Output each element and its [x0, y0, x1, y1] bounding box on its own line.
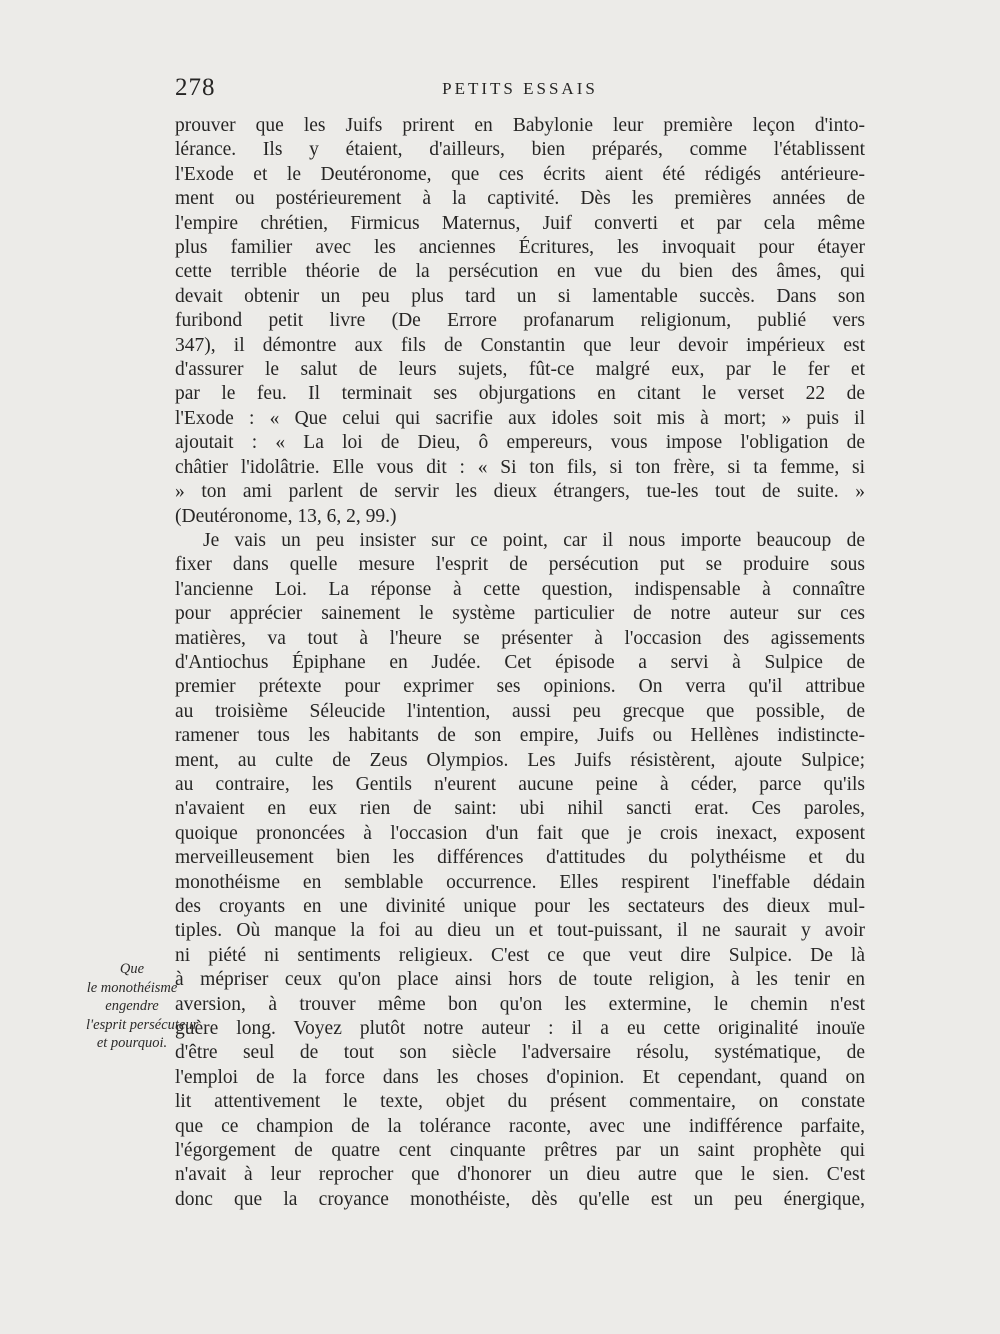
margin-note-line: engendre — [105, 998, 159, 1014]
text-line: aversion, à trouver même bon qu'on les extermine, le chemin n'est — [175, 993, 865, 1015]
text-line: par le feu. Il terminait ses objurgations en citant le verset 22 de — [175, 383, 865, 405]
margin-note-line: l'esprit persécuteur — [86, 1016, 199, 1033]
paragraph-1 — [175, 114, 865, 529]
text-line: lérance. Ils y étaient, d'ailleurs, bien préparés, comme l'établissent — [175, 139, 865, 161]
text-line: d'Antiochus Épiphane en Judée. Cet épisode a servi à Sulpice de — [175, 651, 865, 673]
text-line: d'être seul de tout son siècle l'adversaire résolu, systématique, de — [175, 1042, 865, 1064]
text-line: ajoutait : « La loi de Dieu, ô empereurs, vous impose l'obligation de — [175, 432, 865, 454]
text-line: (Deutéronome, 13, 6, 2, 99.) — [175, 505, 397, 527]
margin-note — [86, 960, 199, 1053]
text-line: devait obtenir un peu plus tard un si lamentable succès. Dans son — [175, 285, 865, 307]
text-line: 347), il démontre aux fils de Constantin que leur devoir impérieux est — [175, 334, 865, 356]
page-number: 278 — [175, 74, 216, 101]
text-line: au troisième Séleucide l'intention, aussi peu grecque que possible, de — [175, 700, 865, 722]
text-line: lit attentivement le texte, objet du présent commentaire, on constate — [175, 1091, 865, 1113]
text-line: l'empire chrétien, Firmicus Maternus, Juif converti et par cela même — [175, 212, 865, 234]
text-line: l'Exode : « Que celui qui sacrifie aux idoles soit mis à mort; » puis il — [175, 407, 865, 429]
text-line: d'assurer le salut de leurs sujets, fût-ce malgré eux, par le fer et — [175, 359, 865, 381]
text-line: merveilleusement bien les différences d'attitudes du polythéisme et du — [175, 847, 865, 869]
text-line: furibond petit livre (De Errore profanarum religionum, publié vers — [175, 310, 865, 332]
text-line: l'ancienne Loi. La réponse à cette question, indispensable à connaître — [175, 578, 865, 600]
text-line: au contraire, les Gentils n'eurent aucune peine à céder, parce qu'ils — [175, 773, 865, 795]
text-line: Je vais un peu insister sur ce point, car il nous importe beaucoup de — [203, 529, 865, 551]
text-line: ni piété ni sentiments religieux. C'est ce que veut dire Sulpice. De là — [175, 944, 865, 966]
text-line: l'égorgement de quatre cent cinquante prêtres par un saint prophète qui — [175, 1140, 865, 1162]
text-line: quoique prononcées à l'occasion d'un fait que je crois inexact, exposent — [175, 822, 865, 844]
text-line: l'Exode et le Deutéronome, que ces écrits aient été rédigés antérieure- — [175, 163, 865, 185]
text-line: n'avaient en eux rien de saint: ubi nihil sancti erat. Ces paroles, — [175, 798, 865, 820]
text-line: cette terrible théorie de la persécution en vue du bien des âmes, qui — [175, 261, 865, 283]
text-line: ment, au culte de Zeus Olympios. Les Juifs résistèrent, ajoute Sulpice; — [175, 749, 865, 771]
text-line: fixer dans quelle mesure l'esprit de persécution put se produire sous — [175, 554, 865, 576]
text-line: ment ou postérieurement à la captivité. Dès les premières années de — [175, 188, 865, 210]
running-title: PETITS ESSAIS — [442, 79, 598, 98]
text-line: pour apprécier sainement le système particulier de notre auteur sur ces — [175, 603, 865, 625]
margin-note-line: et pourquoi. — [96, 1035, 168, 1051]
text-line: monothéisme en semblable occurrence. Elles respirent l'ineffable dédain — [175, 871, 865, 893]
text-line: à mépriser ceux qu'on place ainsi hors de toute religion, à les tenir en — [175, 969, 865, 991]
running-head — [175, 74, 865, 104]
text-line: matières, va tout à l'heure se présenter à l'occasion des agissements — [175, 627, 865, 649]
text-line: des croyants en une divinité unique pour les sectateurs des dieux mul- — [175, 896, 865, 917]
text-line: donc que la croyance monothéiste, dès qu'elle est un peu énergique, — [175, 1188, 865, 1210]
text-line: ramener tous les habitants de son empire, Juifs ou Hellènes indistincte- — [175, 725, 865, 747]
text-line: prouver que les Juifs prirent en Babylonie leur première leçon d'into- — [175, 115, 865, 136]
text-line: tiples. Où manque la foi au dieu un et tout-puissant, il ne saurait y avoir — [175, 920, 865, 942]
text-line: n'avait à leur reprocher que d'honorer un dieu autre que le sien. C'est — [175, 1164, 865, 1186]
body-text — [175, 114, 865, 1212]
text-line: » ton ami parlent de servir les dieux étrangers, tue-les tout de suite. » — [175, 481, 865, 503]
text-line: que ce champion de la tolérance raconte, avec une indifférence parfaite, — [175, 1115, 865, 1137]
text-line: châtier l'idolâtrie. Elle vous dit : « Si ton fils, si ton frère, si ta femme, si — [175, 456, 865, 478]
text-line: premier prétexte pour exprimer ses opinions. On verra qu'il attribue — [175, 676, 865, 698]
text-line: guère long. Voyez plutôt notre auteur : il a eu cette originalité inouïe — [175, 1018, 865, 1040]
paragraph-2 — [175, 529, 865, 1212]
text-line: plus familier avec les anciennes Écritures, les invoquait pour étayer — [175, 237, 865, 259]
margin-note-line: le monothéisme — [86, 979, 178, 996]
margin-note-line: Que — [119, 961, 145, 977]
text-line: l'emploi de la force dans les choses d'opinion. Et cependant, quand on — [175, 1066, 865, 1088]
